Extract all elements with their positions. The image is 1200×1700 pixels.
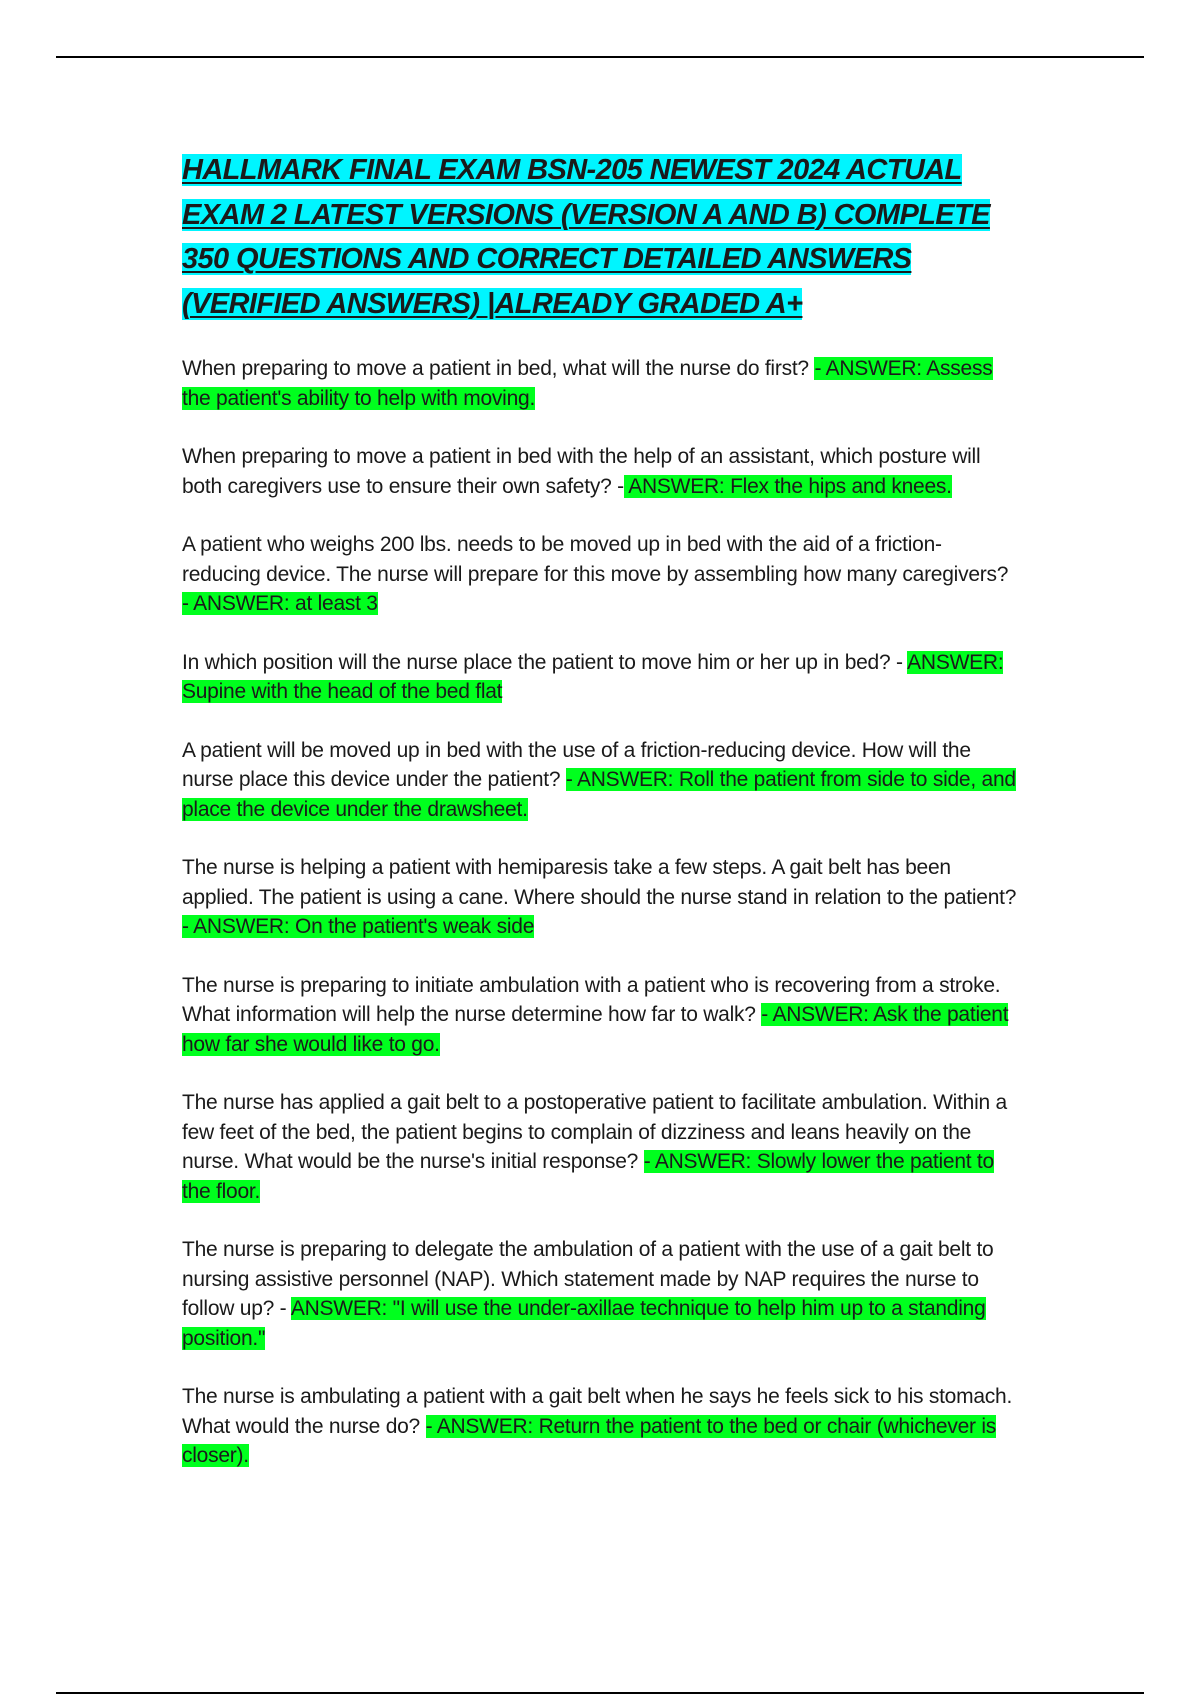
answer-text: ANSWER: Flex the hips and knees. (623, 474, 952, 498)
question-text: The nurse is preparing to delegate the ambulation of a patient with the use of a gait belt to nursing assistive personnel (NAP). Which statement made by NAP requires the nurse to follow up? - (182, 1238, 994, 1320)
qa-item (182, 648, 1020, 707)
question-text: A patient will be moved up in bed with the use of a friction-reducing device. How will the nurse place this device under the patient? (182, 738, 971, 791)
answer-text: - ANSWER: On the patient's weak side (182, 915, 535, 938)
qa-item (182, 530, 1020, 619)
document-title (182, 148, 1020, 326)
bottom-rule (56, 1692, 1144, 1694)
question-text: When preparing to move a patient in bed with the help of an assistant, which posture will both caregivers use to ensure their own safety? - (182, 445, 981, 498)
question-text: The nurse is ambulating a patient with a gait belt when he says he feels sick to his stomach. What would the nurse do? (182, 1385, 1013, 1438)
answer-text: ANSWER: Supine with the head of the bed flat (182, 650, 1004, 703)
question-text: The nurse is helping a patient with hemiparesis take a few steps. A gait belt has been applied. The patient is using a cane. Where should the nurse stand in relation to the patient? (182, 856, 1017, 909)
qa-item (182, 1382, 1020, 1471)
qa-item (182, 853, 1020, 942)
top-rule (56, 56, 1144, 58)
qa-item (182, 1235, 1020, 1353)
answer-text: - ANSWER: Return the patient to the bed or chair (whichever is closer). (182, 1414, 997, 1467)
question-text: The nurse is preparing to initiate ambulation with a patient who is recovering from a stroke. What information will help the nurse determine how far to walk? (182, 973, 1001, 1026)
document-body (182, 148, 1020, 1500)
qa-list (182, 354, 1020, 1471)
answer-text: - ANSWER: Ask the patient how far she would like to go. (182, 1003, 1009, 1056)
question-text: The nurse has applied a gait belt to a postoperative patient to facilitate ambulation. Within a few feet of the bed, the patient begins to complain of dizziness and leans heavily on the nurse. What would be the nurse's initial response? (182, 1091, 1007, 1173)
qa-item (182, 1088, 1020, 1206)
qa-item (182, 736, 1020, 825)
question-text: In which position will the nurse place the patient to move him or her up in bed? - (182, 650, 908, 674)
answer-text: - ANSWER: Roll the patient from side to side, and place the device under the drawsheet. (182, 768, 1016, 821)
qa-item (182, 354, 1020, 413)
question-text: When preparing to move a patient in bed, what will the nurse do first? (182, 357, 815, 380)
answer-text: - ANSWER: Slowly lower the patient to the floor. (182, 1150, 994, 1203)
qa-item (182, 971, 1020, 1060)
answer-text: - ANSWER: Assess the patient's ability to help with moving. (182, 357, 993, 410)
document-title-text: HALLMARK FINAL EXAM BSN-205 NEWEST 2024 ACTUAL EXAM 2 LATEST VERSIONS (VERSION A AND B) COMPLETE 350 QUESTIONS AND CORRECT DETAILED ANSWERS (VERIFIED ANSWERS) |ALREADY GRADED A+ (182, 154, 990, 320)
answer-text: - ANSWER: at least 3 (182, 592, 378, 615)
question-text: A patient who weighs 200 lbs. needs to be moved up in bed with the aid of a friction-reducing device. The nurse will prepare for this move by assembling how many caregivers? (182, 533, 1009, 586)
qa-item (182, 442, 1020, 501)
answer-text: ANSWER: "I will use the under-axillae technique to help him up to a standing position." (182, 1297, 986, 1350)
